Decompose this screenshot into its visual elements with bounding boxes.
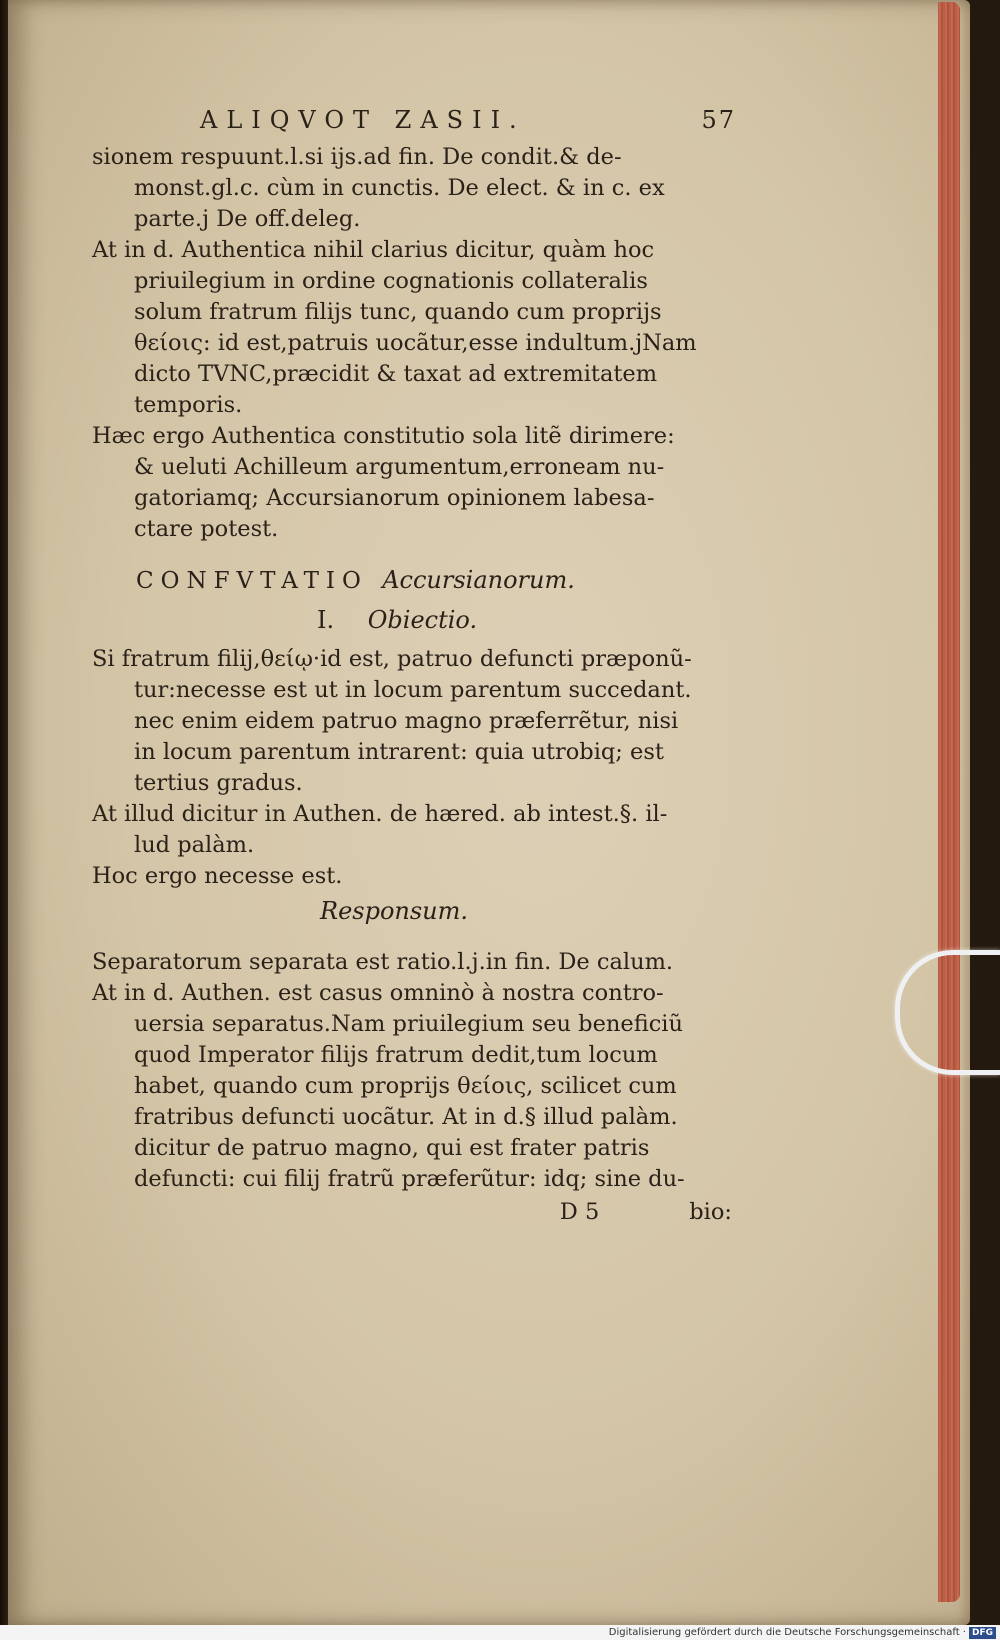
text-line: solum fratrum filijs tunc, quando cum proprijs bbox=[134, 299, 662, 325]
text-line: tertius gradus. bbox=[134, 770, 303, 796]
text-line: fratribus defuncti uocãtur. At in d.§ illud palàm. bbox=[134, 1104, 678, 1130]
text-line: uersia separatus.Nam priuilegium seu beneficiũ bbox=[134, 1011, 683, 1037]
signature-line bbox=[92, 1197, 732, 1228]
section-heading bbox=[136, 565, 732, 597]
page-clip bbox=[895, 950, 1000, 1075]
paragraph bbox=[92, 947, 732, 978]
paragraph bbox=[92, 799, 732, 861]
text-line: Si fratrum filij,θείῳ·id est, patruo defuncti præponũ- bbox=[92, 646, 692, 672]
text-line: dicitur de patruo magno, qui est frater patris bbox=[134, 1135, 650, 1161]
page-number: 57 bbox=[701, 106, 736, 134]
text-line: habet, quando cum proprijs θείοις, scilicet cum bbox=[134, 1073, 677, 1099]
text-line: priuilegium in ordine cognationis collateralis bbox=[134, 268, 648, 294]
paragraph bbox=[92, 644, 732, 799]
catchword: bio: bbox=[689, 1199, 732, 1225]
bottom-paragraphs bbox=[92, 947, 732, 1195]
text-line: temporis. bbox=[134, 392, 243, 418]
text-line: nec enim eidem patruo magno præferrẽtur, nisi bbox=[134, 708, 679, 734]
text-line: gatoriamq; Accursianorum opinionem labesa- bbox=[134, 485, 655, 511]
text-line: At in d. Authen. est casus omninò à nostra contro- bbox=[92, 980, 664, 1006]
footer-bar bbox=[0, 1625, 1000, 1640]
text-line: At illud dicitur in Authen. de hæred. ab intest.§. il- bbox=[92, 801, 668, 827]
dfg-logo: DFG bbox=[969, 1627, 996, 1639]
text-line: quod Imperator filijs fratrum dedit,tum locum bbox=[134, 1042, 658, 1068]
middle-paragraphs bbox=[92, 644, 732, 892]
text-line: parte.j De off.deleg. bbox=[134, 206, 361, 232]
text-line: Hoc ergo necesse est. bbox=[92, 863, 343, 889]
page-text bbox=[92, 105, 736, 1228]
text-line: & ueluti Achilleum argumentum,erroneam nu- bbox=[134, 454, 665, 480]
text-line: in locum parentum intrarent: quia utrobiq; est bbox=[134, 739, 664, 765]
footer-text: Digitalisierung gefördert durch die Deutsche Forschungsgemeinschaft · bbox=[608, 1627, 966, 1638]
signature-mark: D 5 bbox=[559, 1199, 600, 1225]
text-line: dicto TVNC,præcidit & taxat ad extremitatem bbox=[134, 361, 658, 387]
objectio-label: Obiectio. bbox=[367, 606, 478, 634]
text-line: defuncti: cui filij fratrũ præferũtur: idq; sine du- bbox=[134, 1166, 685, 1192]
text-line: monst.gl.c. cùm in cunctis. De elect. & in c. ex bbox=[134, 175, 665, 201]
objectio-heading bbox=[317, 605, 732, 636]
text-line: θείοις: id est,patruis uocãtur,esse indultum.jNam bbox=[134, 330, 697, 356]
paragraph bbox=[92, 235, 732, 421]
text-line: Separatorum separata est ratio.l.j.in fin. De calum. bbox=[92, 949, 674, 975]
paragraph bbox=[92, 421, 732, 545]
text-line: lud palàm. bbox=[134, 832, 255, 858]
paragraph bbox=[92, 142, 732, 235]
top-paragraphs bbox=[92, 142, 732, 545]
running-head bbox=[200, 105, 736, 136]
page-edge-red bbox=[938, 2, 960, 1602]
section-heading-caps: CONFVTATIO bbox=[136, 568, 368, 594]
objectio-number: I. bbox=[317, 606, 335, 634]
running-head-title: ALIQVOT ZASII. bbox=[200, 106, 526, 134]
text-line: Hæc ergo Authentica constitutio sola litẽ dirimere: bbox=[92, 423, 675, 449]
text-line: ctare potest. bbox=[134, 516, 279, 542]
paragraph bbox=[92, 861, 732, 892]
text-line: tur:necesse est ut in locum parentum succedant. bbox=[134, 677, 692, 703]
responsum-heading: Responsum. bbox=[320, 897, 469, 925]
text-line: sionem respuunt.l.si ijs.ad fin. De condit.& de- bbox=[92, 144, 622, 170]
paragraph bbox=[92, 978, 732, 1195]
section-heading-italic: Accursianorum. bbox=[382, 566, 575, 594]
text-line: At in d. Authentica nihil clarius dicitur, quàm hoc bbox=[92, 237, 655, 263]
